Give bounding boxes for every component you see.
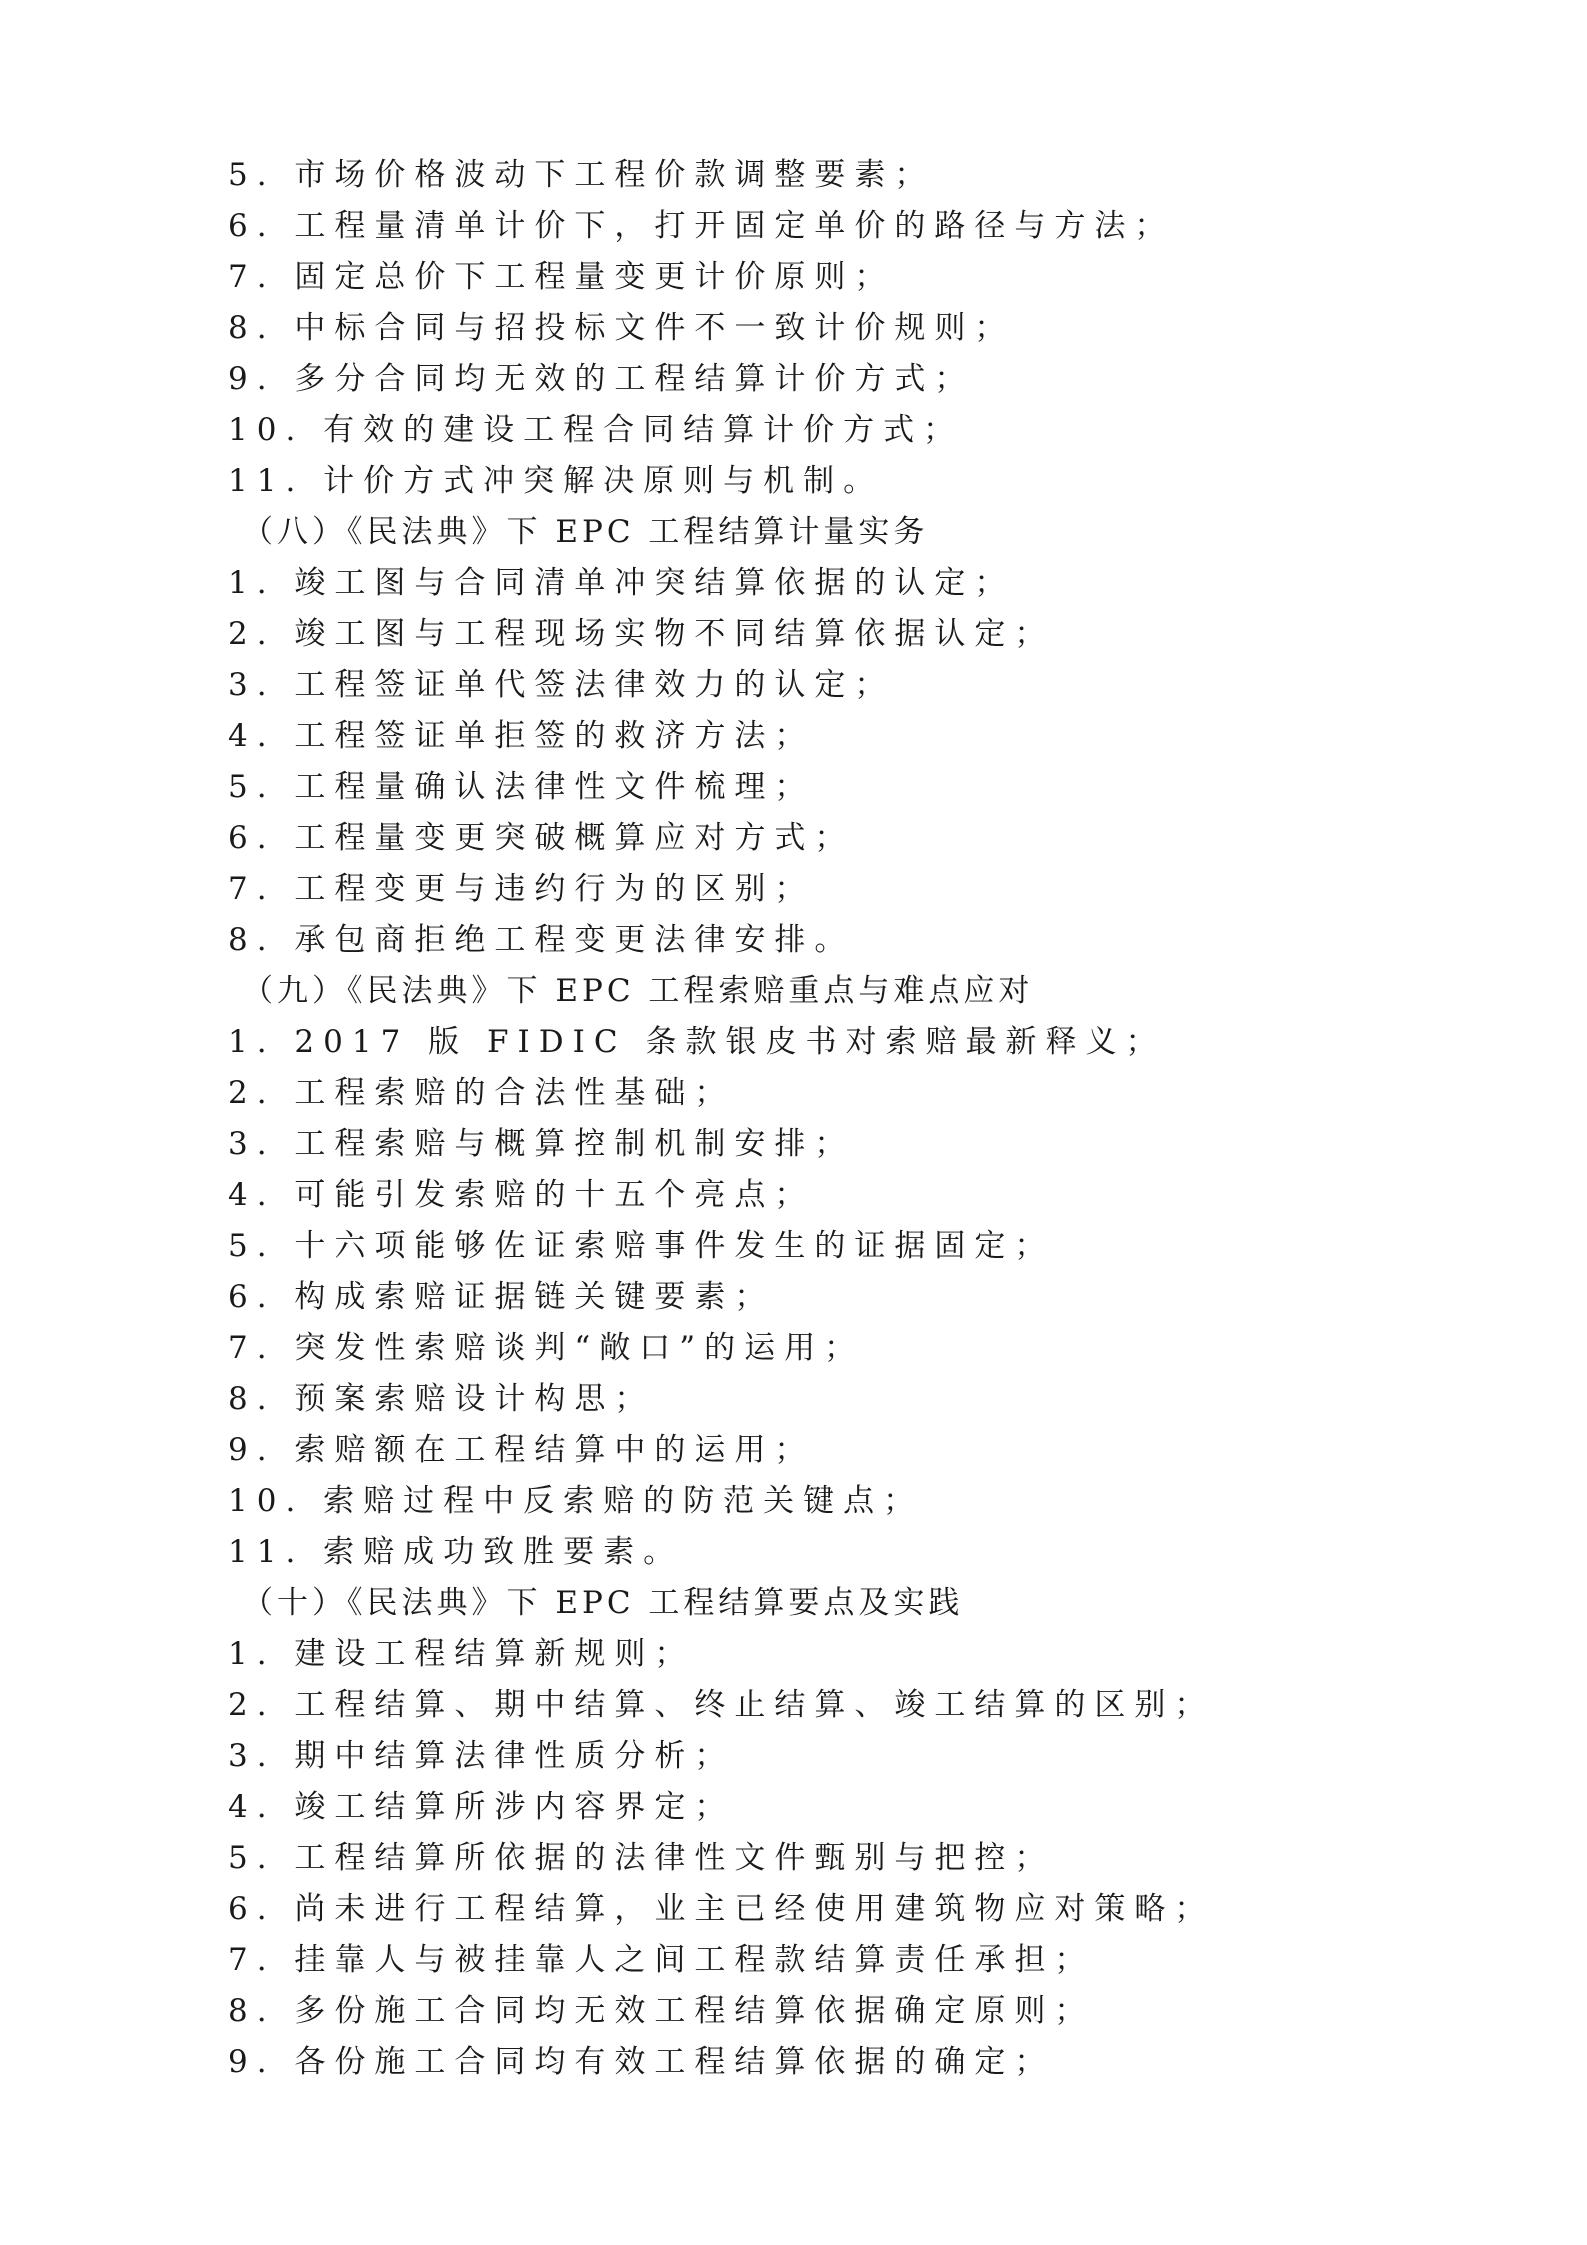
list-item: 1. 2017 版 FIDIC 条款银皮书对索赔最新释义； (228, 1024, 1166, 1060)
list-item: 1. 建设工程结算新规则； (228, 1636, 695, 1672)
list-item: 4. 可能引发索赔的十五个亮点； (228, 1177, 815, 1213)
list-item: 8. 多份施工合同均无效工程结算依据确定原则； (228, 1993, 1095, 2029)
list-item: 5. 工程量确认法律性文件梳理； (228, 769, 815, 805)
list-item: 1. 竣工图与合同清单冲突结算依据的认定； (228, 565, 1015, 601)
list-item: 2. 竣工图与工程现场实物不同结算依据认定； (228, 616, 1055, 652)
list-item: 5. 工程结算所依据的法律性文件甄别与把控； (228, 1840, 1055, 1876)
list-item: 2. 工程索赔的合法性基础； (228, 1075, 735, 1111)
list-item: 6. 构成索赔证据链关键要素； (228, 1279, 775, 1315)
list-item: 4. 竣工结算所涉内容界定； (228, 1789, 735, 1825)
list-item: 7. 突发性索赔谈判“敞口”的运用； (228, 1330, 865, 1366)
list-item: 6. 尚未进行工程结算，业主已经使用建筑物应对策略； (228, 1891, 1215, 1927)
list-item: 5. 市场价格波动下工程价款调整要素； (228, 157, 935, 193)
document-body (228, 150, 1458, 2088)
list-item: 7. 挂靠人与被挂靠人之间工程款结算责任承担； (228, 1942, 1095, 1978)
section-heading: （九）《民法典》下 EPC 工程索赔重点与难点应对 (242, 973, 1034, 1009)
list-item: 8. 中标合同与招投标文件不一致计价规则； (228, 310, 1015, 346)
list-item: 4. 工程签证单拒签的救济方法； (228, 718, 815, 754)
list-item: 9. 索赔额在工程结算中的运用； (228, 1432, 815, 1468)
list-item: 2. 工程结算、期中结算、终止结算、竣工结算的区别； (228, 1687, 1215, 1723)
list-item: 5. 十六项能够佐证索赔事件发生的证据固定； (228, 1228, 1055, 1264)
list-item: 6. 工程量变更突破概算应对方式； (228, 820, 855, 856)
list-item: 6. 工程量清单计价下，打开固定单价的路径与方法； (228, 208, 1175, 244)
list-item: 3. 工程签证单代签法律效力的认定； (228, 667, 895, 703)
list-item: 11. 索赔成功致胜要素。 (228, 1534, 684, 1570)
list-item: 8. 承包商拒绝工程变更法律安排。 (228, 922, 855, 958)
list-item: 9. 多分合同均无效的工程结算计价方式； (228, 361, 975, 397)
section-heading: （八）《民法典》下 EPC 工程结算计量实务 (242, 514, 929, 550)
list-item: 7. 固定总价下工程量变更计价原则； (228, 259, 895, 295)
list-item: 3. 工程索赔与概算控制机制安排； (228, 1126, 855, 1162)
list-item: 8. 预案索赔设计构思； (228, 1381, 655, 1417)
list-item: 9. 各份施工合同均有效工程结算依据的确定； (228, 2044, 1055, 2080)
list-item: 10. 索赔过程中反索赔的防范关键点； (228, 1483, 924, 1519)
list-item: 10. 有效的建设工程合同结算计价方式； (228, 412, 964, 448)
list-item: 7. 工程变更与违约行为的区别； (228, 871, 815, 907)
list-item: 3. 期中结算法律性质分析； (228, 1738, 735, 1774)
section-heading: （十）《民法典》下 EPC 工程结算要点及实践 (242, 1585, 964, 1621)
list-item: 11. 计价方式冲突解决原则与机制。 (228, 463, 884, 499)
